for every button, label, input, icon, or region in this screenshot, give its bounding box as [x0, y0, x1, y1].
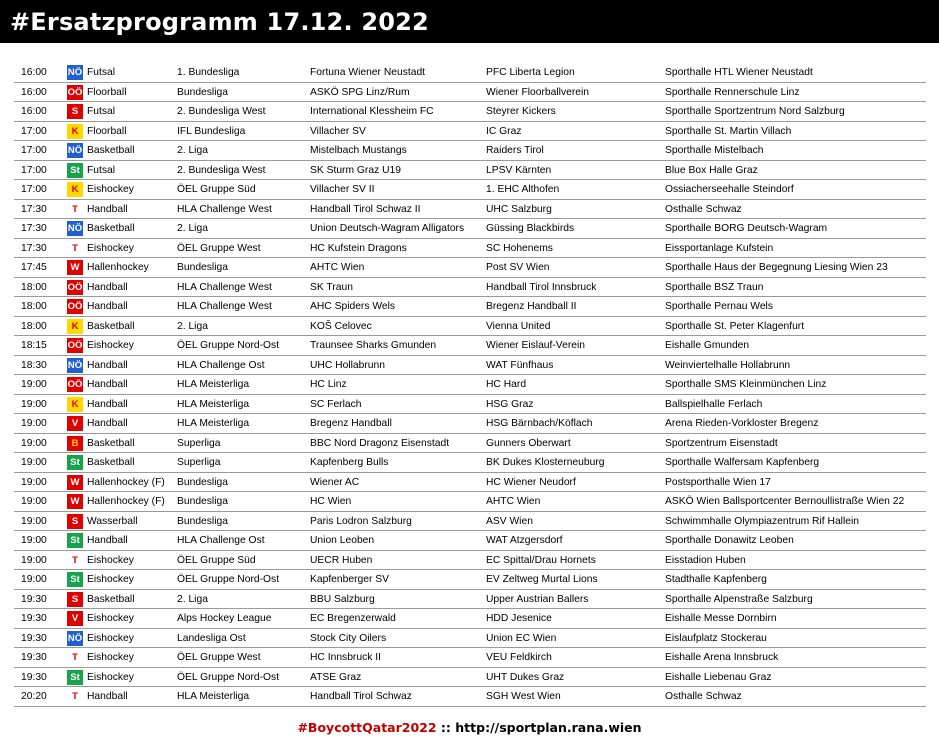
- event-time: 18:30: [21, 359, 47, 371]
- away-team: PFC Liberta Legion: [486, 67, 575, 78]
- home-team: AHTC Wien: [310, 262, 365, 273]
- away-team: IC Graz: [486, 125, 522, 137]
- region-badge: NÖ: [67, 359, 83, 371]
- table-row: [14, 414, 926, 434]
- table-row: [14, 141, 926, 161]
- home-team: HC Linz: [310, 379, 347, 390]
- region-badge: OÖ: [67, 379, 83, 390]
- home-team: Traunsee Sharks Gmunden: [310, 340, 437, 351]
- away-team: UHT Dukes Graz: [486, 671, 565, 683]
- table-row: [14, 395, 926, 415]
- home-team: HC Kufstein Dragons: [310, 242, 407, 254]
- event-league: ÖEL Gruppe West: [177, 242, 261, 254]
- event-venue: Osthalle Schwaz: [665, 203, 742, 215]
- event-time: 17:45: [21, 262, 47, 273]
- away-team: SGH West Wien: [486, 691, 561, 702]
- table-row: [14, 375, 926, 395]
- region-badge: B: [67, 436, 83, 451]
- event-venue: Sporthalle Haus der Begegnung Liesing Wien 23: [665, 262, 888, 273]
- region-badge: OÖ: [67, 86, 83, 98]
- event-time: 17:00: [21, 184, 47, 195]
- event-venue: Blue Box Halle Graz: [665, 164, 758, 176]
- table-row: [14, 336, 926, 356]
- event-league: ÖEL Gruppe West: [177, 652, 261, 663]
- away-team: Steyrer Kickers: [486, 106, 556, 117]
- event-sport: Wasserball: [87, 515, 138, 527]
- event-time: 18:00: [21, 301, 47, 312]
- event-league: IFL Bundesliga: [177, 125, 246, 137]
- event-league: HLA Meisterliga: [177, 691, 250, 702]
- region-badge: St: [67, 163, 83, 178]
- home-team: BBC Nord Dragonz Eisenstadt: [310, 437, 450, 449]
- event-venue: Eishalle Messe Dornbirn: [665, 613, 777, 624]
- event-sport: Basketball: [87, 320, 135, 332]
- away-team: WAT Fünfhaus: [486, 359, 554, 371]
- event-venue: Sporthalle SMS Kleinmünchen Linz: [665, 379, 827, 390]
- table-row: [14, 609, 926, 629]
- region-badge: K: [67, 397, 83, 412]
- event-sport: Basketball: [87, 223, 135, 234]
- home-team: Kapfenberger SV: [310, 574, 389, 585]
- event-time: 17:30: [21, 242, 47, 254]
- table-row: [14, 219, 926, 239]
- event-venue: Stadthalle Kapfenberg: [665, 574, 767, 585]
- event-venue: Sporthalle Pernau Wels: [665, 301, 773, 312]
- home-team: SK Sturm Graz U19: [310, 164, 401, 176]
- away-team: HC Hard: [486, 379, 527, 390]
- table-row: [14, 63, 926, 83]
- table-row: [14, 473, 926, 493]
- region-badge: NÖ: [67, 67, 83, 78]
- region-badge: NÖ: [67, 145, 83, 156]
- event-time: 19:00: [21, 476, 47, 488]
- event-venue: Sporthalle St. Martin Villach: [665, 125, 792, 137]
- region-badge: S: [67, 514, 83, 529]
- event-time: 17:00: [21, 164, 47, 176]
- home-team: Kapfenberg Bulls: [310, 457, 389, 468]
- event-sport: Eishockey: [87, 652, 134, 663]
- away-team: VEU Feldkirch: [486, 652, 552, 663]
- home-team: UECR Huben: [310, 554, 373, 566]
- event-venue: Sporthalle Sportzentrum Nord Salzburg: [665, 106, 845, 117]
- table-row: [14, 570, 926, 590]
- away-team: HSG Bärnbach/Köflach: [486, 418, 593, 429]
- away-team: Post SV Wien: [486, 262, 550, 273]
- table-row: [14, 83, 926, 103]
- event-league: HLA Challenge West: [177, 203, 272, 215]
- home-team: Villacher SV: [310, 125, 366, 137]
- event-time: 19:00: [21, 418, 47, 429]
- event-league: HLA Meisterliga: [177, 379, 250, 390]
- event-sport: Eishockey: [87, 340, 134, 351]
- event-venue: Postsporthalle Wien 17: [665, 476, 771, 488]
- table-row: [14, 492, 926, 512]
- region-badge: V: [67, 416, 83, 431]
- event-league: ÖEL Gruppe Süd: [177, 184, 256, 195]
- away-team: HDD Jesenice: [486, 613, 552, 624]
- event-sport: Basketball: [87, 145, 135, 156]
- footer-hashtag: #BoycottQatar2022: [297, 720, 437, 735]
- away-team: Gunners Oberwart: [486, 437, 571, 449]
- table-row: [14, 512, 926, 532]
- event-venue: ASKÖ Wien Ballsportcenter Bernoullistraße Wien 22: [665, 496, 905, 507]
- event-time: 19:00: [21, 379, 47, 390]
- region-badge: St: [67, 455, 83, 470]
- event-venue: Sporthalle BSZ Traun: [665, 281, 764, 293]
- event-time: 16:00: [21, 67, 47, 78]
- region-badge: T: [67, 553, 83, 568]
- table-row: [14, 434, 926, 454]
- table-row: [14, 102, 926, 122]
- home-team: Fortuna Wiener Neustadt: [310, 67, 426, 78]
- event-sport: Handball: [87, 535, 128, 546]
- footer-separator: ::: [436, 720, 456, 735]
- home-team: Union Deutsch-Wagram Alligators: [310, 223, 465, 234]
- away-team: SC Hohenems: [486, 242, 553, 254]
- table-row: [14, 180, 926, 200]
- away-team: Güssing Blackbirds: [486, 223, 575, 234]
- event-time: 19:30: [21, 593, 47, 605]
- event-sport: Eishockey: [87, 184, 134, 195]
- table-row: [14, 453, 926, 473]
- table-row: [14, 687, 926, 707]
- event-venue: Eishalle Arena Innsbruck: [665, 652, 779, 663]
- away-team: Raiders Tirol: [486, 145, 544, 156]
- event-venue: Sporthalle HTL Wiener Neustadt: [665, 67, 813, 78]
- event-league: 2. Bundesliga West: [177, 164, 266, 176]
- event-venue: Osthalle Schwaz: [665, 691, 742, 702]
- event-sport: Handball: [87, 418, 128, 429]
- event-sport: Eishockey: [87, 671, 134, 683]
- event-time: 19:00: [21, 535, 47, 546]
- event-time: 19:00: [21, 554, 47, 566]
- region-badge: T: [67, 202, 83, 217]
- home-team: Paris Lodron Salzburg: [310, 515, 412, 527]
- event-venue: Weinviertelhalle Hollabrunn: [665, 359, 791, 371]
- event-time: 19:00: [21, 398, 47, 410]
- event-sport: Handball: [87, 379, 128, 390]
- event-venue: Sporthalle Mistelbach: [665, 145, 764, 156]
- home-team: SK Traun: [310, 281, 353, 293]
- region-badge: OÖ: [67, 340, 83, 351]
- event-league: Bundesliga: [177, 476, 228, 488]
- table-row: [14, 590, 926, 610]
- event-league: 1. Bundesliga: [177, 67, 240, 78]
- home-team: Bregenz Handball: [310, 418, 392, 429]
- event-league: HLA Challenge Ost: [177, 535, 265, 546]
- region-badge: St: [67, 670, 83, 685]
- event-league: Alps Hockey League: [177, 613, 272, 624]
- table-row: [14, 122, 926, 142]
- region-badge: St: [67, 572, 83, 587]
- table-row: [14, 648, 926, 668]
- event-league: Bundesliga: [177, 515, 228, 527]
- event-venue: Schwimmhalle Olympiazentrum Rif Hallein: [665, 515, 859, 527]
- home-team: ATSE Graz: [310, 671, 362, 683]
- region-badge: OÖ: [67, 301, 83, 312]
- away-team: BK Dukes Klosterneuburg: [486, 457, 605, 468]
- event-venue: Sporthalle St. Peter Klagenfurt: [665, 320, 805, 332]
- away-team: LPSV Kärnten: [486, 164, 552, 176]
- away-team: Bregenz Handball II: [486, 301, 577, 312]
- region-badge: K: [67, 319, 83, 334]
- event-venue: Sportzentrum Eisenstadt: [665, 437, 778, 449]
- event-sport: Eishockey: [87, 242, 134, 254]
- away-team: Upper Austrian Ballers: [486, 593, 589, 605]
- event-league: ÖEL Gruppe Nord-Ost: [177, 340, 280, 351]
- event-league: ÖEL Gruppe Süd: [177, 554, 256, 566]
- event-sport: Handball: [87, 301, 128, 312]
- event-sport: Handball: [87, 398, 128, 410]
- title-bar: [0, 0, 939, 43]
- table-row: [14, 297, 926, 317]
- event-time: 16:00: [21, 86, 47, 98]
- event-venue: Sporthalle BORG Deutsch-Wagram: [665, 223, 828, 234]
- home-team: Handball Tirol Schwaz II: [310, 203, 421, 215]
- home-team: Handball Tirol Schwaz: [310, 691, 412, 702]
- event-venue: Eislaufplatz Stockerau: [665, 632, 767, 644]
- event-sport: Handball: [87, 203, 128, 215]
- event-time: 19:30: [21, 613, 47, 624]
- home-team: HC Innsbruck II: [310, 652, 381, 663]
- region-badge: T: [67, 689, 83, 704]
- page-title: #Ersatzprogramm 17.12. 2022: [10, 8, 429, 36]
- event-sport: Futsal: [87, 67, 116, 78]
- home-team: BBU Salzburg: [310, 593, 375, 605]
- event-league: 2. Liga: [177, 593, 208, 605]
- event-sport: Handball: [87, 359, 128, 371]
- region-badge: W: [67, 475, 83, 490]
- event-league: Bundesliga: [177, 262, 228, 273]
- event-time: 19:00: [21, 457, 47, 468]
- home-team: SC Ferlach: [310, 398, 362, 410]
- home-team: Union Leoben: [310, 535, 375, 546]
- event-league: HLA Challenge West: [177, 281, 272, 293]
- event-time: 19:30: [21, 632, 47, 644]
- table-row: [14, 356, 926, 376]
- event-league: Superliga: [177, 437, 221, 449]
- region-badge: NÖ: [67, 223, 83, 234]
- event-sport: Floorball: [87, 86, 127, 98]
- event-venue: Eissportanlage Kufstein: [665, 242, 774, 254]
- away-team: ASV Wien: [486, 515, 533, 527]
- schedule-list: [14, 63, 926, 707]
- region-badge: K: [67, 182, 83, 197]
- away-team: HC Wiener Neudorf: [486, 476, 576, 488]
- event-league: 2. Bundesliga West: [177, 106, 266, 117]
- event-league: 2. Liga: [177, 145, 208, 156]
- region-badge: NÖ: [67, 632, 83, 644]
- event-time: 17:00: [21, 145, 47, 156]
- event-sport: Eishockey: [87, 632, 134, 644]
- event-venue: Eishalle Gmunden: [665, 340, 750, 351]
- event-league: HLA Meisterliga: [177, 418, 250, 429]
- home-team: UHC Hollabrunn: [310, 359, 385, 371]
- home-team: KOŠ Celovec: [310, 320, 372, 332]
- event-venue: Ballspielhalle Ferlach: [665, 398, 763, 410]
- away-team: Wiener Eislauf-Verein: [486, 340, 586, 351]
- away-team: UHC Salzburg: [486, 203, 552, 215]
- event-sport: Handball: [87, 281, 128, 293]
- event-sport: Hallenhockey: [87, 262, 149, 273]
- event-venue: Eisstadion Huben: [665, 554, 746, 566]
- event-time: 17:00: [21, 125, 47, 137]
- event-time: 19:00: [21, 496, 47, 507]
- event-league: HLA Challenge West: [177, 301, 272, 312]
- event-time: 20:20: [21, 691, 47, 702]
- region-badge: S: [67, 592, 83, 607]
- home-team: International Klessheim FC: [310, 106, 434, 117]
- event-venue: Sporthalle Alpenstraße Salzburg: [665, 593, 813, 605]
- region-badge: T: [67, 650, 83, 665]
- away-team: EV Zeltweg Murtal Lions: [486, 574, 598, 585]
- event-league: Bundesliga: [177, 86, 228, 98]
- region-badge: T: [67, 241, 83, 256]
- event-sport: Handball: [87, 691, 128, 702]
- away-team: WAT Atzgersdorf: [486, 535, 563, 546]
- event-sport: Hallenhockey (F): [87, 496, 165, 507]
- event-league: Bundesliga: [177, 496, 228, 507]
- home-team: Wiener AC: [310, 476, 360, 488]
- event-sport: Futsal: [87, 164, 116, 176]
- event-venue: Sporthalle Walfersam Kapfenberg: [665, 457, 820, 468]
- event-time: 16:00: [21, 106, 47, 117]
- event-sport: Basketball: [87, 593, 135, 605]
- event-sport: Hallenhockey (F): [87, 476, 165, 488]
- event-time: 19:30: [21, 652, 47, 663]
- home-team: HC Wien: [310, 496, 352, 507]
- event-league: 2. Liga: [177, 320, 208, 332]
- table-row: [14, 258, 926, 278]
- table-row: [14, 161, 926, 181]
- away-team: Vienna United: [486, 320, 551, 332]
- table-row: [14, 551, 926, 571]
- event-league: 2. Liga: [177, 223, 208, 234]
- away-team: Handball Tirol Innsbruck: [486, 281, 597, 293]
- region-badge: W: [67, 260, 83, 275]
- table-row: [14, 239, 926, 259]
- event-sport: Basketball: [87, 457, 135, 468]
- event-sport: Eishockey: [87, 613, 134, 624]
- event-venue: Eishalle Liebenau Graz: [665, 671, 772, 683]
- event-sport: Basketball: [87, 437, 135, 449]
- region-badge: S: [67, 104, 83, 119]
- region-badge: K: [67, 124, 83, 139]
- footer-url-link[interactable]: http://sportplan.rana.wien: [455, 720, 642, 735]
- event-venue: Ossiacherseehalle Steindorf: [665, 184, 794, 195]
- event-time: 19:30: [21, 671, 47, 683]
- event-time: 19:00: [21, 437, 47, 449]
- table-row: [14, 629, 926, 649]
- home-team: Stock City Oilers: [310, 632, 387, 644]
- event-time: 17:30: [21, 223, 47, 234]
- event-league: Superliga: [177, 457, 221, 468]
- event-time: 18:00: [21, 281, 47, 293]
- event-time: 19:00: [21, 574, 47, 585]
- region-badge: W: [67, 494, 83, 509]
- region-badge: OÖ: [67, 281, 83, 293]
- region-badge: St: [67, 533, 83, 548]
- home-team: EC Bregenzerwald: [310, 613, 396, 624]
- event-time: 18:15: [21, 340, 47, 351]
- event-league: ÖEL Gruppe Nord-Ost: [177, 671, 280, 683]
- table-row: [14, 200, 926, 220]
- event-league: Landesliga Ost: [177, 632, 246, 644]
- event-sport: Futsal: [87, 106, 116, 117]
- event-sport: Floorball: [87, 125, 127, 137]
- table-row: [14, 278, 926, 298]
- table-row: [14, 531, 926, 551]
- event-league: HLA Challenge Ost: [177, 359, 265, 371]
- event-time: 17:30: [21, 203, 47, 215]
- event-time: 18:00: [21, 320, 47, 332]
- home-team: ASKÖ SPG Linz/Rum: [310, 86, 410, 98]
- away-team: 1. EHC Althofen: [486, 184, 560, 195]
- event-league: ÖEL Gruppe Nord-Ost: [177, 574, 280, 585]
- event-venue: Sporthalle Rennerschule Linz: [665, 86, 800, 98]
- event-sport: Eishockey: [87, 554, 134, 566]
- footer: [0, 719, 939, 737]
- away-team: HSG Graz: [486, 398, 534, 410]
- away-team: Union EC Wien: [486, 632, 557, 644]
- away-team: Wiener Floorballverein: [486, 86, 590, 98]
- table-row: [14, 668, 926, 688]
- region-badge: V: [67, 611, 83, 626]
- home-team: Villacher SV II: [310, 184, 375, 195]
- home-team: AHC Spiders Wels: [310, 301, 396, 312]
- table-row: [14, 317, 926, 337]
- event-league: HLA Meisterliga: [177, 398, 250, 410]
- event-venue: Arena Rieden-Vorkloster Bregenz: [665, 418, 819, 429]
- event-sport: Eishockey: [87, 574, 134, 585]
- event-time: 19:00: [21, 515, 47, 527]
- away-team: AHTC Wien: [486, 496, 541, 507]
- away-team: EC Spittal/Drau Hornets: [486, 554, 596, 566]
- event-venue: Sporthalle Donawitz Leoben: [665, 535, 794, 546]
- home-team: Mistelbach Mustangs: [310, 145, 407, 156]
